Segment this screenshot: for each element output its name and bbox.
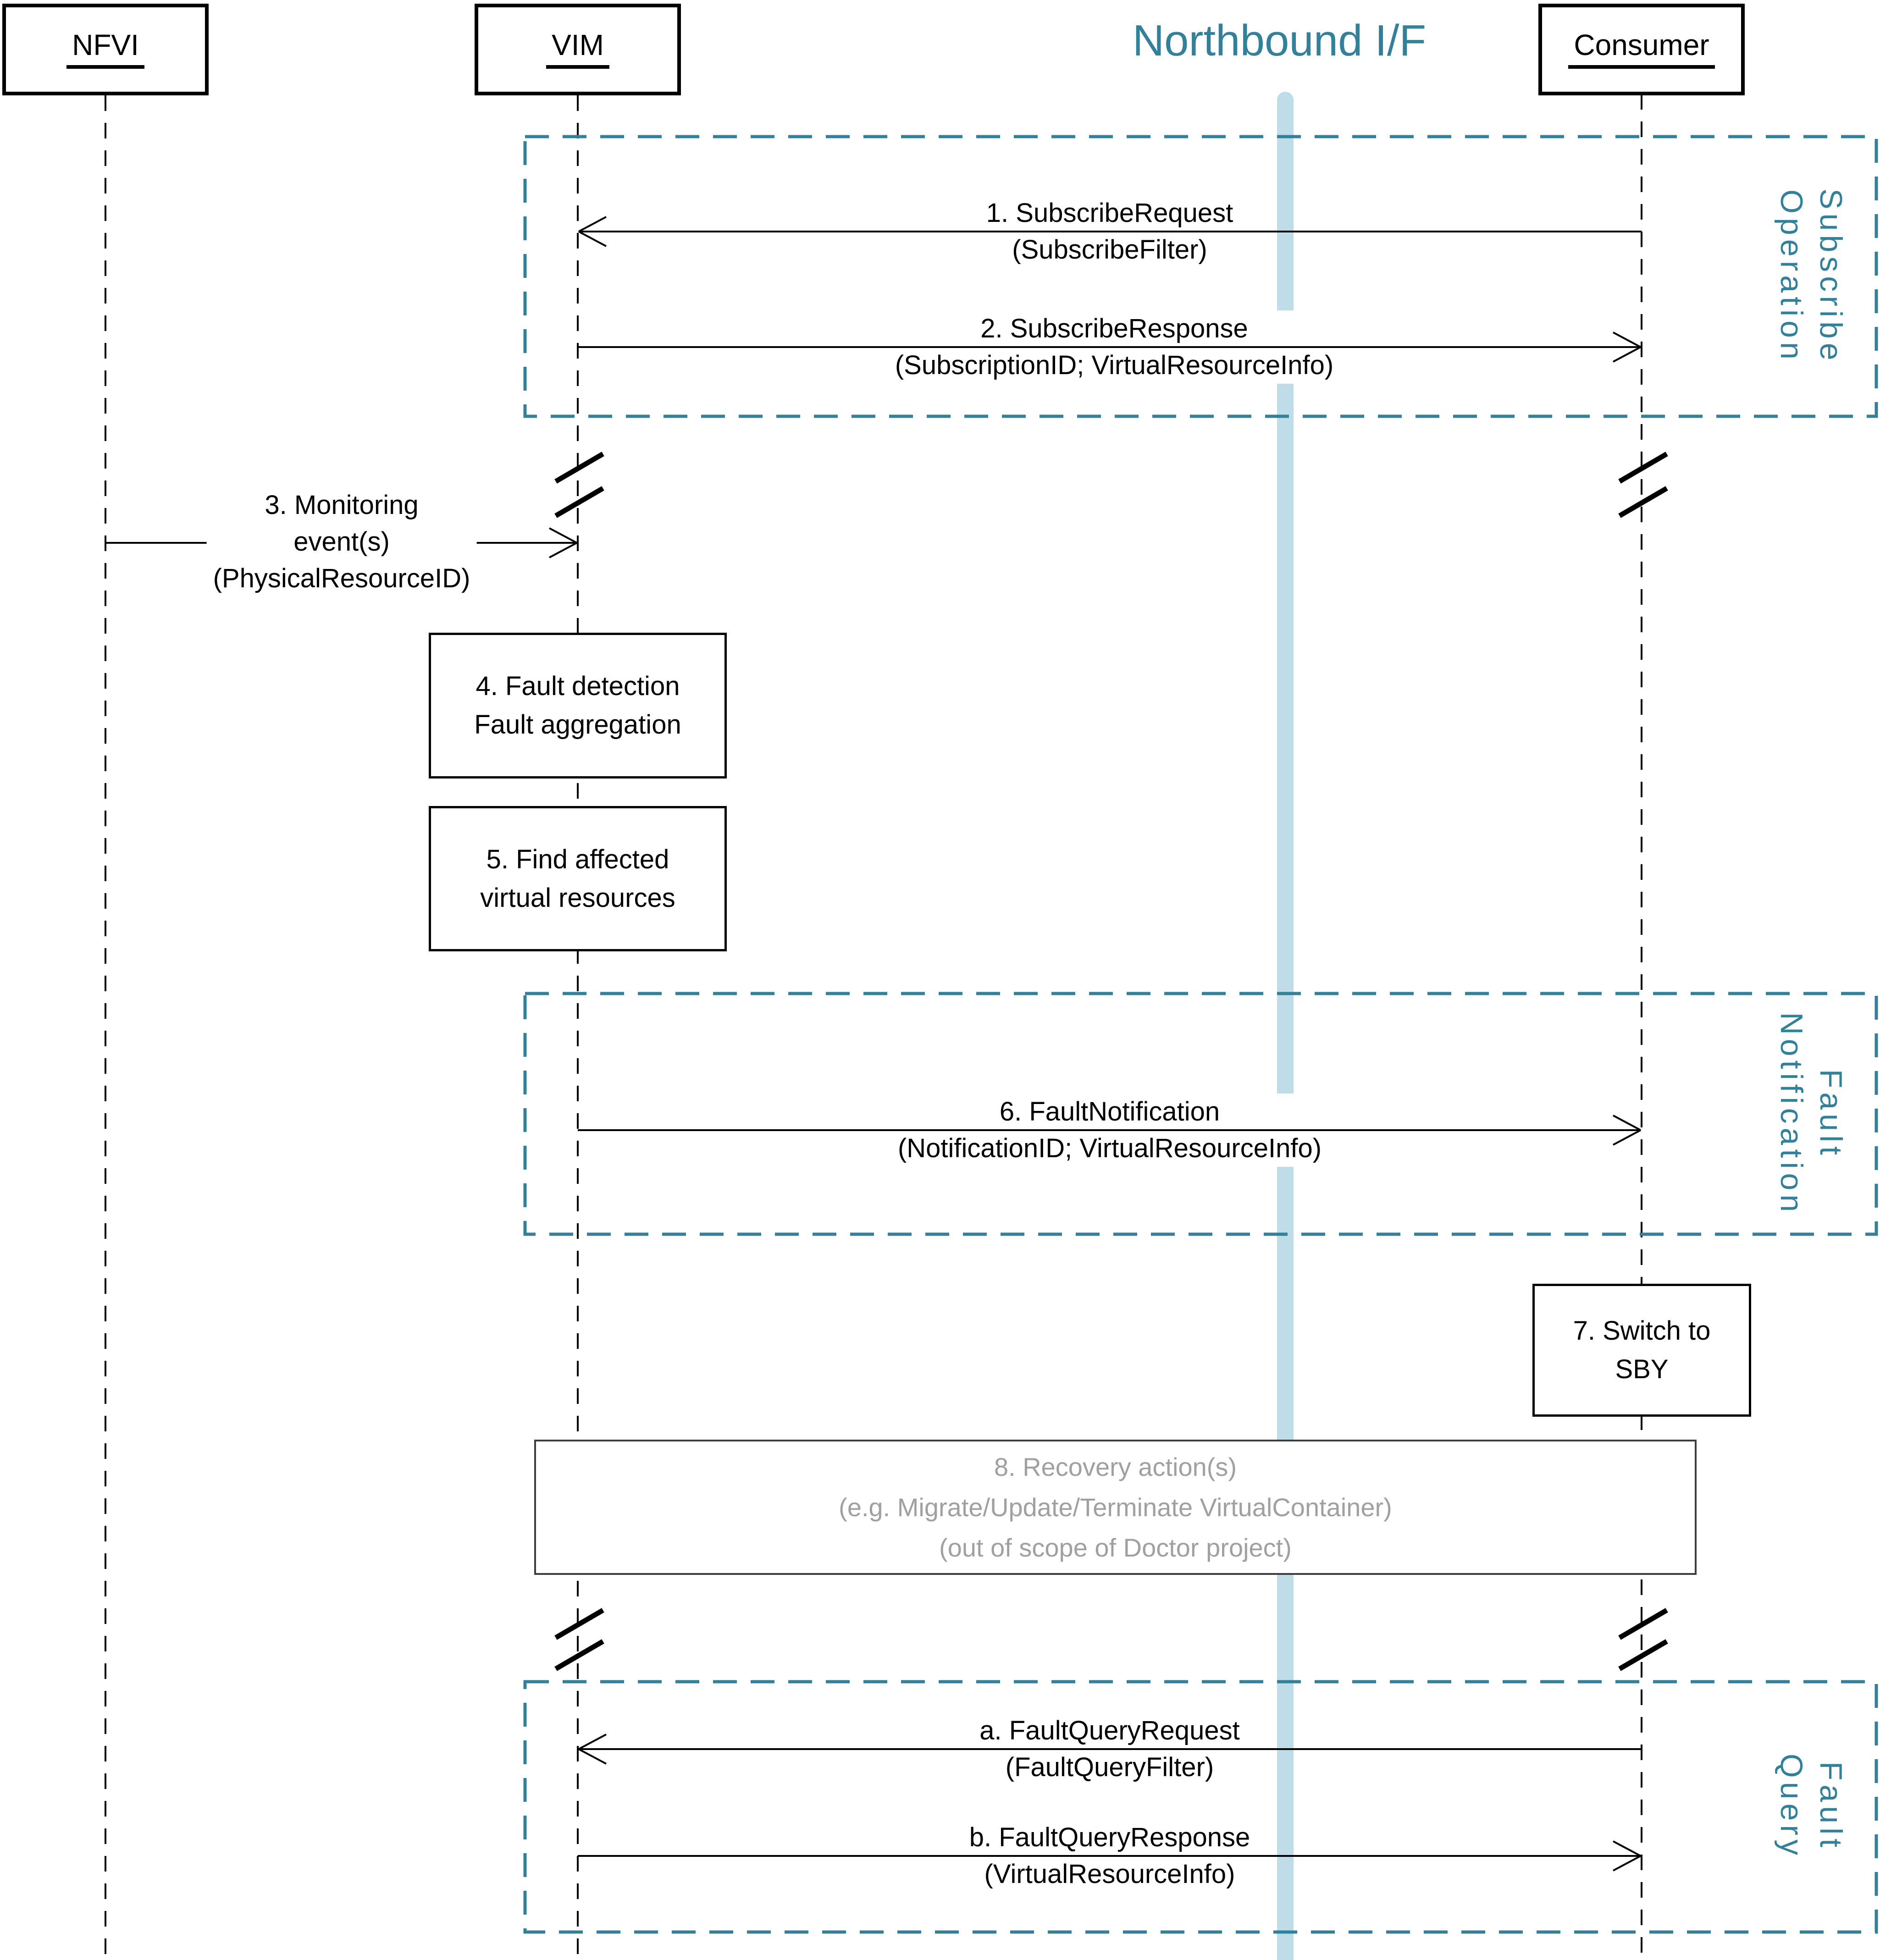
message-label-b-fault-query-response [963,1819,1257,1893]
actor-box-consumer [1538,4,1745,95]
message-name: 2. SubscribeResponse [980,314,1248,343]
action-box-8-recovery-actions [534,1440,1697,1575]
group-label-fault-query [1770,1632,1852,1960]
group-label-line: Subscribe [1814,188,1848,364]
group-label-line: Fault [1814,1069,1848,1159]
message-params: (NotificationID; VirtualResourceInfo) [897,1133,1322,1163]
message-label-2-subscribe-response [889,310,1340,384]
action-box-7-switch-to-sby [1532,1284,1751,1417]
action-box-4-fault-detection [429,633,727,778]
action-line: 8. Recovery action(s) [994,1452,1237,1481]
action-line: 4. Fault detection [476,671,680,701]
action-box-5-find-affected-resources [429,806,727,951]
action-line: virtual resources [480,883,675,913]
actor-label-nfvi: NFVI [66,30,144,69]
group-label-subscribe-operation [1770,102,1852,451]
action-line: (out of scope of Doctor project) [939,1533,1292,1562]
message-name: 6. FaultNotification [999,1097,1220,1126]
message-params: (SubscriptionID; VirtualResourceInfo) [895,350,1334,380]
group-label-fault-notification [1770,940,1852,1288]
break-mark-vim-upper [556,454,603,516]
action-line: 5. Find affected [486,844,669,874]
group-label-line: Query [1774,1753,1809,1860]
message-params: (SubscribeFilter) [1012,235,1207,265]
message-params: (FaultQueryFilter) [1005,1752,1214,1782]
message-params: (VirtualResourceInfo) [984,1859,1235,1889]
break-mark-consumer-lower [1620,1610,1667,1669]
break-mark-vim-lower [556,1610,603,1669]
actor-label-vim: VIM [546,30,609,69]
actor-box-nfvi [2,4,209,95]
message-params: (PhysicalResourceID) [213,563,470,593]
message-label-3-monitoring-events [207,487,477,597]
break-mark-consumer-upper [1620,454,1667,516]
message-name: b. FaultQueryResponse [969,1822,1250,1852]
group-label-line: Operation [1774,189,1809,364]
action-line: 7. Switch to [1573,1316,1711,1346]
message-name: 1. SubscribeRequest [986,198,1233,228]
message-name: event(s) [293,527,390,557]
message-label-6-fault-notification [891,1093,1328,1167]
message-name: 3. Monitoring [265,490,419,520]
actor-box-vim [475,4,681,95]
message-name: a. FaultQueryRequest [979,1716,1240,1745]
group-label-line: Fault [1814,1761,1848,1852]
action-line: SBY [1615,1354,1669,1384]
message-label-1-subscribe-request [980,195,1239,268]
actor-label-consumer: Consumer [1568,30,1714,69]
group-label-line: Notification [1774,1012,1809,1216]
action-line: (e.g. Migrate/Update/Terminate VirtualContainer) [839,1492,1392,1522]
message-label-a-fault-query-request [973,1712,1246,1786]
northbound-interface-title: Northbound I/F [1132,16,1427,65]
action-line: Fault aggregation [474,710,681,740]
